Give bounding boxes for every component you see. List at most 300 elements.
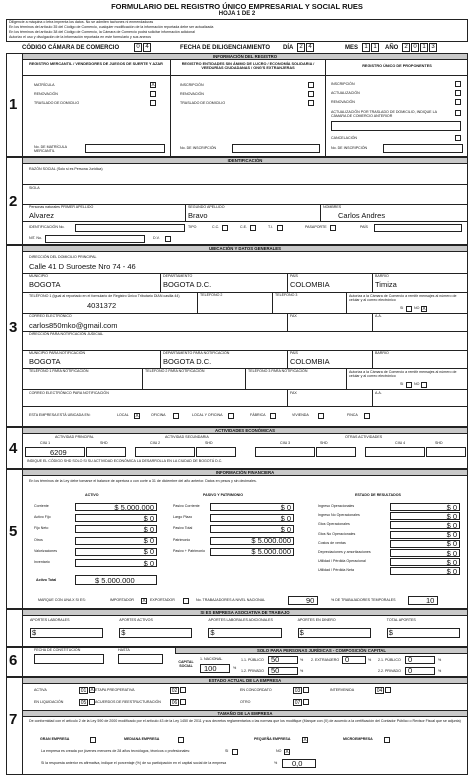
until-label: HASTA bbox=[118, 648, 130, 652]
liability-value: $ 0 bbox=[280, 524, 291, 534]
rup-cancelacion-checkbox[interactable] bbox=[455, 135, 461, 141]
asset-value: $ 0 bbox=[143, 513, 154, 523]
type-ti-checkbox[interactable] bbox=[277, 225, 283, 231]
loc-vivienda-checkbox[interactable] bbox=[318, 413, 324, 419]
assoc-col-label: APORTES LABORALES bbox=[30, 618, 70, 622]
previous-chamber-field[interactable] bbox=[331, 121, 461, 131]
temp-workers-label: % DE TRABAJADORES TEMPORALES bbox=[331, 598, 396, 602]
workers-value: 90 bbox=[306, 596, 315, 605]
ciiu3-field[interactable] bbox=[255, 447, 315, 457]
status-code: 07 bbox=[294, 700, 301, 706]
notif-country-value[interactable]: COLOMBIA bbox=[290, 357, 330, 366]
notif-municipality-value[interactable]: BOGOTA bbox=[29, 357, 61, 366]
row-divider bbox=[22, 350, 468, 351]
type-ce-label: C.E. bbox=[240, 225, 247, 229]
liability-value: $ 0 bbox=[280, 513, 291, 523]
asset-value: $ 0 bbox=[143, 558, 154, 568]
notif-fax-label: FAX bbox=[290, 391, 297, 395]
col-divider bbox=[287, 273, 288, 292]
assoc-field[interactable] bbox=[208, 628, 281, 638]
loc-oficina-checkbox[interactable] bbox=[173, 413, 179, 419]
activities-title: ACTIVIDADES ECONÓMICAS bbox=[215, 427, 275, 433]
rup-actualizacion-checkbox[interactable] bbox=[455, 90, 461, 96]
rup-renovacion-label: RENOVACIÓN bbox=[331, 100, 355, 104]
id-type-label: TIPO bbox=[188, 225, 197, 229]
status-title: ESTADO ACTUAL DE LA EMPRESA bbox=[208, 677, 282, 683]
row-divider bbox=[22, 389, 468, 390]
youth-yes-label: SI bbox=[225, 749, 229, 753]
notif-email-label: CORREO ELECTRÓNICO PARA NOTIFICACIÓN bbox=[29, 391, 109, 395]
assoc-col-label: APORTES ACTIVOS bbox=[119, 618, 153, 622]
shd-note: INDIQUE EL CÓDIGO SHD SOLO SI SU ACTIVIDAD ECONÓMICA LA DESARROLLA EN LA CIUDAD DE BOGOTÁ D.C. bbox=[27, 459, 223, 463]
size-large-checkbox[interactable] bbox=[90, 737, 96, 743]
id-number-field[interactable] bbox=[75, 224, 185, 232]
col-divider bbox=[287, 313, 288, 331]
municipality-value[interactable]: BOGOTA bbox=[29, 280, 61, 289]
rup-actualizacion-label: ACTUALIZACIÓN bbox=[331, 91, 360, 95]
id-country-label: PAÍS bbox=[360, 225, 368, 229]
notif-phone1-label: TELÉFONO 1 PARA NOTIFICACIÓN bbox=[29, 369, 89, 373]
names-value[interactable]: Carlos Andres bbox=[338, 211, 386, 220]
status-label: OTRO bbox=[240, 700, 251, 704]
asset-value: $ 0 bbox=[143, 536, 154, 546]
status-label: EN LIQUIDACIÓN bbox=[34, 700, 64, 704]
youth-no-checkbox[interactable]: X bbox=[285, 749, 289, 755]
esal-traslado-label: TRASLADO DE DOMICILIO bbox=[180, 101, 226, 105]
col-divider bbox=[372, 389, 373, 406]
liability-value: $ 5.000.000 bbox=[251, 547, 291, 557]
result-value: $ 0 bbox=[446, 511, 457, 521]
loc-vivienda-label: VIVIENDA bbox=[292, 413, 309, 417]
nit-label: NIT. No. bbox=[29, 236, 42, 240]
phone1-value[interactable]: 4031372 bbox=[87, 301, 117, 310]
row-divider bbox=[22, 292, 468, 293]
id-country-field[interactable] bbox=[374, 224, 462, 232]
section-number: 3 bbox=[9, 319, 18, 336]
row-divider bbox=[22, 273, 468, 274]
assoc-field[interactable] bbox=[387, 628, 460, 638]
result-label: Ingreso No Operacionales bbox=[318, 513, 360, 518]
row-divider bbox=[22, 221, 468, 222]
rup-renovacion-checkbox[interactable] bbox=[455, 99, 461, 105]
result-label: Utilidad / Pérdida Operacional bbox=[318, 559, 366, 564]
notif-country-label: PAÍS bbox=[290, 351, 298, 355]
ciiu1-value: 6209 bbox=[50, 448, 67, 457]
esal-number-label: No. DE INSCRIPCIÓN bbox=[180, 146, 217, 150]
year-digit[interactable]: 3 bbox=[429, 43, 437, 52]
notif-auth-yes-checkbox[interactable] bbox=[406, 382, 412, 388]
section-number: 6 bbox=[9, 652, 18, 669]
chamber-code-digit[interactable]: 4 bbox=[143, 43, 151, 52]
shd1-field[interactable] bbox=[86, 447, 126, 457]
note-4: Autorizo el uso y divulgación de la información reportada en este formulario y sus anexos bbox=[9, 34, 152, 39]
total-assets-label: Activo Total bbox=[36, 578, 57, 582]
section-divider bbox=[22, 677, 23, 775]
esal-inscripcion-checkbox[interactable] bbox=[308, 82, 314, 88]
result-value: $ 0 bbox=[446, 530, 457, 540]
sigla-label: SIGLA bbox=[29, 186, 40, 190]
col-divider bbox=[287, 389, 288, 406]
fax-label: FAX bbox=[290, 314, 297, 318]
type-passport-label: PASAPORTE bbox=[305, 225, 327, 229]
first-surname-label: Personas naturales PRIMER APELLIDO bbox=[29, 205, 94, 209]
shd3-field[interactable] bbox=[316, 447, 356, 457]
year-digit[interactable]: 1 bbox=[420, 43, 428, 52]
foreign-value: 0 bbox=[345, 655, 350, 664]
month-digit[interactable]: 1 bbox=[371, 43, 379, 52]
neighborhood-value[interactable]: Timiza bbox=[375, 280, 397, 289]
col-divider bbox=[185, 204, 186, 221]
year-label: AÑO bbox=[385, 45, 399, 51]
notif-auth-no-label: NO bbox=[414, 382, 420, 386]
col-divider bbox=[320, 204, 321, 221]
assoc-currency: $ bbox=[32, 628, 37, 637]
day-digit[interactable]: 4 bbox=[306, 43, 314, 52]
status-label: EN CONCORDATO bbox=[240, 688, 272, 692]
col-divider bbox=[272, 292, 273, 313]
rup-number-field[interactable] bbox=[383, 144, 463, 153]
youth-no-label: NO bbox=[276, 749, 282, 753]
year-digit[interactable]: 0 bbox=[411, 43, 419, 52]
assoc-currency: $ bbox=[299, 628, 304, 637]
liability-label: Pasivo + Patrimonio bbox=[173, 548, 206, 553]
result-value: $ 0 bbox=[446, 548, 457, 558]
rup-inscripcion-checkbox[interactable] bbox=[455, 81, 461, 87]
private-value: 50 bbox=[271, 666, 280, 675]
result-value: $ 0 bbox=[446, 520, 457, 530]
type-passport-checkbox[interactable] bbox=[330, 225, 336, 231]
phone1-label: TELÉFONO 1 (Igual al reportado en el formulario de Registro Único Tributario DIAN casilla 44) bbox=[29, 294, 180, 298]
section-divider bbox=[22, 157, 23, 245]
result-label: Gtos Operacionales bbox=[318, 522, 350, 527]
loc-local-label: LOCAL bbox=[117, 413, 129, 417]
status-checkbox[interactable] bbox=[303, 699, 309, 705]
esal-renovacion-label: RENOVACIÓN bbox=[180, 92, 204, 96]
public-value: 50 bbox=[271, 655, 280, 664]
matricula-number-field[interactable] bbox=[85, 144, 165, 153]
dv-field[interactable] bbox=[165, 236, 171, 242]
other-activities-label: OTRAS ACTIVIDADES bbox=[345, 435, 383, 439]
size-medium-label: MEDIANA EMPRESA bbox=[124, 737, 160, 741]
workers-label: No. TRABAJADORES A NIVEL NACIONAL bbox=[196, 598, 266, 602]
asset-label: Corriente bbox=[34, 504, 49, 508]
type-cc-checkbox[interactable] bbox=[222, 225, 228, 231]
capital-title: SOLO PARA PERSONAS JURÍDICAS - COMPOSICIÓN CAPITAL bbox=[256, 647, 387, 653]
notif-neighborhood-label: BARRIO bbox=[375, 351, 389, 355]
notif-municipality-label: MUNICIPIO PARA NOTIFICACIÓN bbox=[29, 351, 86, 355]
size-large-label: GRAN EMPRESA bbox=[40, 737, 70, 741]
assoc-currency: $ bbox=[388, 628, 393, 637]
day-digit[interactable]: 2 bbox=[297, 43, 305, 52]
second-surname-value[interactable]: Bravo bbox=[188, 211, 208, 220]
email-value[interactable]: carlos850mko@gmail.com bbox=[29, 321, 118, 330]
asset-value: $ 0 bbox=[143, 547, 154, 557]
foreign-label: 2. EXTRANJERO bbox=[311, 658, 340, 662]
loc-finca-label: FINCA bbox=[347, 413, 358, 417]
importer-label: IMPORTADOR bbox=[110, 598, 135, 602]
col2-title: REGISTRO ENTIDADES SIN ÁNIMO DE LUCRO / ECONOMÍA SOLIDARIA / VEEDURÍAS CIUDADANAS / ONG'S EXTRANJERAS bbox=[181, 62, 315, 70]
day-label: DÍA bbox=[283, 45, 294, 51]
status-label: ETAPA PREOPERATIVA bbox=[95, 688, 135, 692]
ciiu4-field[interactable] bbox=[365, 447, 425, 457]
result-label: Costos de ventas bbox=[318, 540, 346, 545]
dv-label: D.V. bbox=[153, 236, 160, 240]
assoc-col-label: TOTAL APORTES bbox=[386, 618, 416, 622]
col-divider bbox=[346, 368, 347, 389]
notif-aa-label: A.A. bbox=[375, 391, 382, 395]
result-label: Gtos No Operacionales bbox=[318, 531, 356, 536]
private-label: 1.2. PRIVADO bbox=[241, 669, 264, 673]
status-checkbox[interactable] bbox=[385, 687, 391, 693]
total-assets-value: $ 5.000.000 bbox=[95, 576, 135, 585]
size-small-checkbox[interactable]: X bbox=[303, 737, 307, 743]
section-divider bbox=[22, 469, 23, 609]
phone3-label: TELÉFONO 3 bbox=[275, 293, 298, 297]
email-label: CORREO ELECTRÓNICO bbox=[29, 314, 72, 318]
notif-auth-no-checkbox[interactable] bbox=[421, 382, 427, 388]
rup-traslado-checkbox[interactable] bbox=[455, 110, 461, 116]
assoc-field[interactable] bbox=[30, 628, 103, 638]
nit-field[interactable] bbox=[45, 235, 145, 243]
matricula-number-label: No. DE MATRÍCULA MERCANTIL bbox=[34, 145, 67, 154]
result-label: Ingreso Operacionales bbox=[318, 504, 355, 508]
section-number: 7 bbox=[9, 711, 18, 728]
municipality-label: MUNICIPIO bbox=[29, 274, 48, 278]
assoc-currency: $ bbox=[210, 628, 215, 637]
shd-label: SHD bbox=[100, 441, 108, 445]
size-medium-checkbox[interactable] bbox=[178, 737, 184, 743]
assoc-field[interactable] bbox=[298, 628, 371, 638]
financial-intro: En los términos de la Ley debe tomarse el balance de apertura o con corte a 31 de diciembre del año anterior. Datos en pesos y sin decimales. bbox=[29, 479, 257, 483]
status-code: 06 bbox=[171, 700, 178, 706]
notif-auth-label: Autoriza a la Cámara de Comercio a remitir mensajes al número de celular y al correo electrónico bbox=[349, 370, 457, 379]
size-micro-label: MICROEMPRESA bbox=[343, 737, 373, 741]
rup-number-label: No. DE INSCRIPCIÓN bbox=[331, 146, 368, 150]
youth-pct-question: Si la respuesta anterior es afirmativa, indique el porcentaje (%) de su participación en el capital social de la empresa bbox=[41, 761, 227, 765]
assoc-title: SI ES EMPRESA ASOCIATIVA DE TRABAJO bbox=[200, 609, 290, 615]
location-question: ESTA EMPRESA ESTÁ UBICADA EN: bbox=[29, 413, 91, 417]
result-value: $ 0 bbox=[446, 557, 457, 567]
loc-oficina-label: OFICINA bbox=[151, 413, 166, 417]
col-divider bbox=[160, 350, 161, 368]
asset-label: Otros bbox=[34, 537, 43, 542]
notif-department-value[interactable]: BOGOTA D.C. bbox=[163, 357, 212, 366]
national-value: 100 bbox=[204, 664, 217, 673]
status-label: ACUERDOS DE REESTRUCTURACIÓN bbox=[95, 700, 161, 704]
razon-social-label: RAZÓN SOCIAL (Solo si es Persona Jurídica) bbox=[29, 167, 103, 171]
col-divider bbox=[372, 350, 373, 368]
aa-label: A.A. bbox=[375, 314, 382, 318]
assoc-currency: $ bbox=[121, 628, 126, 637]
financial-title: INFORMACIÓN FINANCIERA bbox=[215, 469, 275, 475]
capital-social-label: CAPITAL SOCIAL bbox=[178, 660, 194, 669]
constitution-date-field[interactable] bbox=[34, 654, 104, 664]
exporter-label: EXPORTADOR bbox=[150, 598, 175, 602]
type-cc-label: C.C. bbox=[212, 225, 220, 229]
form-title: FORMULARIO DEL REGISTRO ÚNICO EMPRESARIAL Y SOCIAL RUES bbox=[111, 2, 363, 11]
pct-sign: % bbox=[300, 658, 304, 662]
size-small-label: PEQUEÑA EMPRESA bbox=[254, 737, 291, 741]
pct-sign: % bbox=[300, 669, 304, 673]
names-label: NOMBRES bbox=[323, 205, 342, 209]
country-label: PAÍS bbox=[290, 274, 298, 278]
neighborhood-label: BARRIO bbox=[375, 274, 389, 278]
auth-no-label: NO bbox=[414, 306, 420, 310]
address-value[interactable]: Calle 41 D Suroeste Nro 74 - 46 bbox=[29, 262, 136, 271]
pct-sign: % bbox=[438, 669, 442, 673]
size-title: TAMAÑO DE LA EMPRESA bbox=[217, 710, 273, 716]
foreign-private-label: 2.2. PRIVADO bbox=[378, 669, 401, 673]
exporter-checkbox[interactable] bbox=[183, 598, 189, 604]
section-number: 5 bbox=[9, 523, 18, 540]
ident-title: IDENTIFICACIÓN bbox=[227, 157, 263, 163]
result-value: $ 0 bbox=[446, 539, 457, 549]
notif-phone3-label: TELÉFONO 3 PARA NOTIFICACIÓN bbox=[248, 369, 308, 373]
status-code: 04 bbox=[376, 688, 383, 694]
address-label: DIRECCIÓN DEL DOMICILIO PRINCIPAL bbox=[29, 255, 97, 259]
note-1: Diligencie a máquina o letra imprenta los datos. No se admiten tachones ni enmendaduras bbox=[9, 19, 154, 24]
pct-sign: % bbox=[274, 761, 278, 765]
shd4-field[interactable] bbox=[426, 447, 466, 457]
country-value[interactable]: COLOMBIA bbox=[290, 280, 330, 289]
assoc-field[interactable] bbox=[119, 628, 192, 638]
esal-inscripcion-label: INSCRIPCIÓN bbox=[180, 83, 204, 87]
youth-yes-checkbox[interactable] bbox=[232, 749, 238, 755]
status-label: INTERVENIDA bbox=[330, 688, 355, 692]
shd2-field[interactable] bbox=[196, 447, 236, 457]
liability-label: Patrimonio bbox=[173, 537, 191, 542]
asset-label: Activo Fijo bbox=[34, 515, 51, 520]
liabilities-heading: PASIVO Y PATRIMONIO bbox=[203, 493, 244, 497]
renovacion-checkbox[interactable] bbox=[150, 91, 156, 97]
row-divider bbox=[22, 184, 468, 185]
asset-label: Fijo Neto bbox=[34, 526, 49, 531]
year-digit[interactable]: 2 bbox=[402, 43, 410, 52]
foreign-public-label: 2.1. PÚBLICO bbox=[378, 658, 401, 662]
results-heading: ESTADO DE RESULTADOS bbox=[355, 493, 401, 497]
row-divider bbox=[22, 313, 468, 314]
status-code: 01 bbox=[80, 688, 87, 694]
loc-fabrica-label: FÁBRICA bbox=[250, 413, 266, 417]
pct-sign: % bbox=[438, 658, 442, 662]
main-activity-label: ACTIVIDAD PRINCIPAL bbox=[55, 435, 94, 439]
traslado-checkbox[interactable] bbox=[150, 100, 156, 106]
section-number: 1 bbox=[9, 96, 18, 113]
status-checkbox[interactable]: X bbox=[90, 687, 94, 693]
section-divider bbox=[22, 647, 23, 677]
status-label: ACTIVA bbox=[34, 688, 47, 692]
first-surname-value[interactable]: Alvarez bbox=[29, 211, 55, 220]
shd-label: SHD bbox=[320, 441, 328, 445]
section-number: 2 bbox=[9, 193, 18, 210]
rup-inscripcion-label: INSCRIPCIÓN bbox=[331, 82, 355, 86]
status-checkbox[interactable] bbox=[180, 699, 186, 705]
traslado-label: TRASLADO DE DOMICILIO bbox=[34, 101, 80, 105]
section-number: 4 bbox=[9, 440, 18, 457]
col-divider bbox=[346, 292, 347, 313]
auth-no-checkbox[interactable]: X bbox=[422, 306, 426, 312]
status-checkbox[interactable] bbox=[180, 687, 186, 693]
ciiu4-label: CIIU 4 bbox=[395, 441, 406, 445]
status-code: 02 bbox=[171, 688, 178, 694]
col-divider bbox=[197, 292, 198, 313]
col3-title: REGISTRO ÚNICO DE PROPONENTES bbox=[362, 64, 432, 68]
liability-value: $ 0 bbox=[280, 502, 291, 512]
youth-question: La empresa es creada por jóvenes menores de 28 años tecnólogos, técnicos o profesionales: bbox=[41, 749, 191, 753]
matricula-checkbox[interactable]: X bbox=[151, 82, 155, 88]
mark-if-label: MARQUE CON UNA X SI ES: bbox=[38, 598, 86, 602]
auth-yes-label: SI bbox=[400, 306, 404, 310]
esal-traslado-checkbox[interactable] bbox=[308, 100, 314, 106]
matricula-label: MATRÍCULA bbox=[34, 83, 55, 87]
ciiu3-label: CIIU 3 bbox=[280, 441, 291, 445]
ciiu1-label: CIIU 1 bbox=[40, 441, 51, 445]
rup-traslado-label: ACTUALIZACIÓN POR TRASLADO DE DOMICILIO, INDIQUE LA CÁMARA DE COMERCIO ANTERIOR bbox=[331, 110, 437, 119]
asset-label: Inventario bbox=[34, 560, 50, 564]
result-value: $ 0 bbox=[446, 566, 457, 576]
status-checkbox[interactable] bbox=[303, 687, 309, 693]
loc-local-oficina-label: LOCAL Y OFICINA bbox=[192, 413, 223, 417]
page-indicator: HOJA 1 DE 2 bbox=[218, 11, 256, 17]
location-title: UBICACIÓN Y DATOS GENERALES bbox=[208, 245, 282, 251]
esal-number-field[interactable] bbox=[232, 144, 320, 153]
loc-fabrica-checkbox[interactable] bbox=[270, 413, 276, 419]
secondary-activity-label: ACTIVIDAD SECUNDARIA bbox=[165, 435, 209, 439]
type-ti-label: T.I. bbox=[268, 225, 273, 229]
esal-renovacion-checkbox[interactable] bbox=[308, 91, 314, 97]
public-label: 1.1. PÚBLICO bbox=[241, 658, 264, 662]
pct-sign: % bbox=[368, 658, 372, 662]
result-value: $ 0 bbox=[446, 502, 457, 512]
loc-finca-checkbox[interactable] bbox=[364, 413, 370, 419]
chamber-code-digit[interactable]: 0 bbox=[134, 43, 142, 52]
auth-yes-checkbox[interactable] bbox=[406, 306, 412, 312]
result-label: Depreciaciones y amortizaciones bbox=[318, 550, 371, 554]
importer-checkbox[interactable]: X bbox=[142, 598, 146, 604]
row-divider bbox=[22, 406, 468, 407]
col-divider bbox=[372, 273, 373, 292]
liability-label: Pasivo Corriente bbox=[173, 504, 200, 508]
section-divider bbox=[22, 53, 23, 157]
second-surname-label: SEGUNDO APELLIDO bbox=[188, 205, 225, 209]
chamber-code-label: CÓDIGO CÁMARA DE COMERCIO bbox=[22, 45, 120, 51]
shd-label: SHD bbox=[435, 441, 443, 445]
loc-local-checkbox[interactable]: X bbox=[135, 413, 139, 419]
foreign-public-value: 0 bbox=[408, 655, 413, 664]
assets-heading: ACTIVO bbox=[85, 493, 99, 497]
result-label: Utilidad / Pérdida Neta bbox=[318, 568, 354, 573]
until-date-field[interactable] bbox=[118, 654, 163, 664]
ciiu2-field[interactable] bbox=[135, 447, 195, 457]
month-digit[interactable]: 1 bbox=[362, 43, 370, 52]
assoc-col-label: APORTES EN DINERO bbox=[297, 618, 336, 622]
type-ce-checkbox[interactable] bbox=[250, 225, 256, 231]
temp-workers-value: 10 bbox=[426, 596, 435, 605]
liability-label: Pasivo Total bbox=[173, 526, 193, 531]
loc-local-oficina-checkbox[interactable] bbox=[228, 413, 234, 419]
department-label: DEPARTAMENTO bbox=[163, 274, 193, 278]
phone2-label: TELÉFONO 2 bbox=[200, 293, 223, 297]
size-micro-checkbox[interactable] bbox=[384, 737, 390, 743]
shd-label: SHD bbox=[205, 441, 213, 445]
asset-label: Valorizaciones bbox=[34, 548, 58, 553]
department-value[interactable]: BOGOTA D.C. bbox=[163, 280, 212, 289]
note-3: En los términos del artículo 38 del Código de Comercio, la Cámara de Comercio podrá solicitar información adicional bbox=[9, 29, 195, 34]
col-divider bbox=[287, 350, 288, 368]
notif-phone2-label: TELÉFONO 2 PARA NOTIFICACIÓN bbox=[145, 369, 205, 373]
assoc-col-label: APORTES LABORALES ADICIONALES bbox=[208, 618, 273, 622]
note-2: En los términos del artículo 35 del Código de Comercio, cualquier modificación de la información reportada debe ser actualizada bbox=[9, 24, 214, 29]
